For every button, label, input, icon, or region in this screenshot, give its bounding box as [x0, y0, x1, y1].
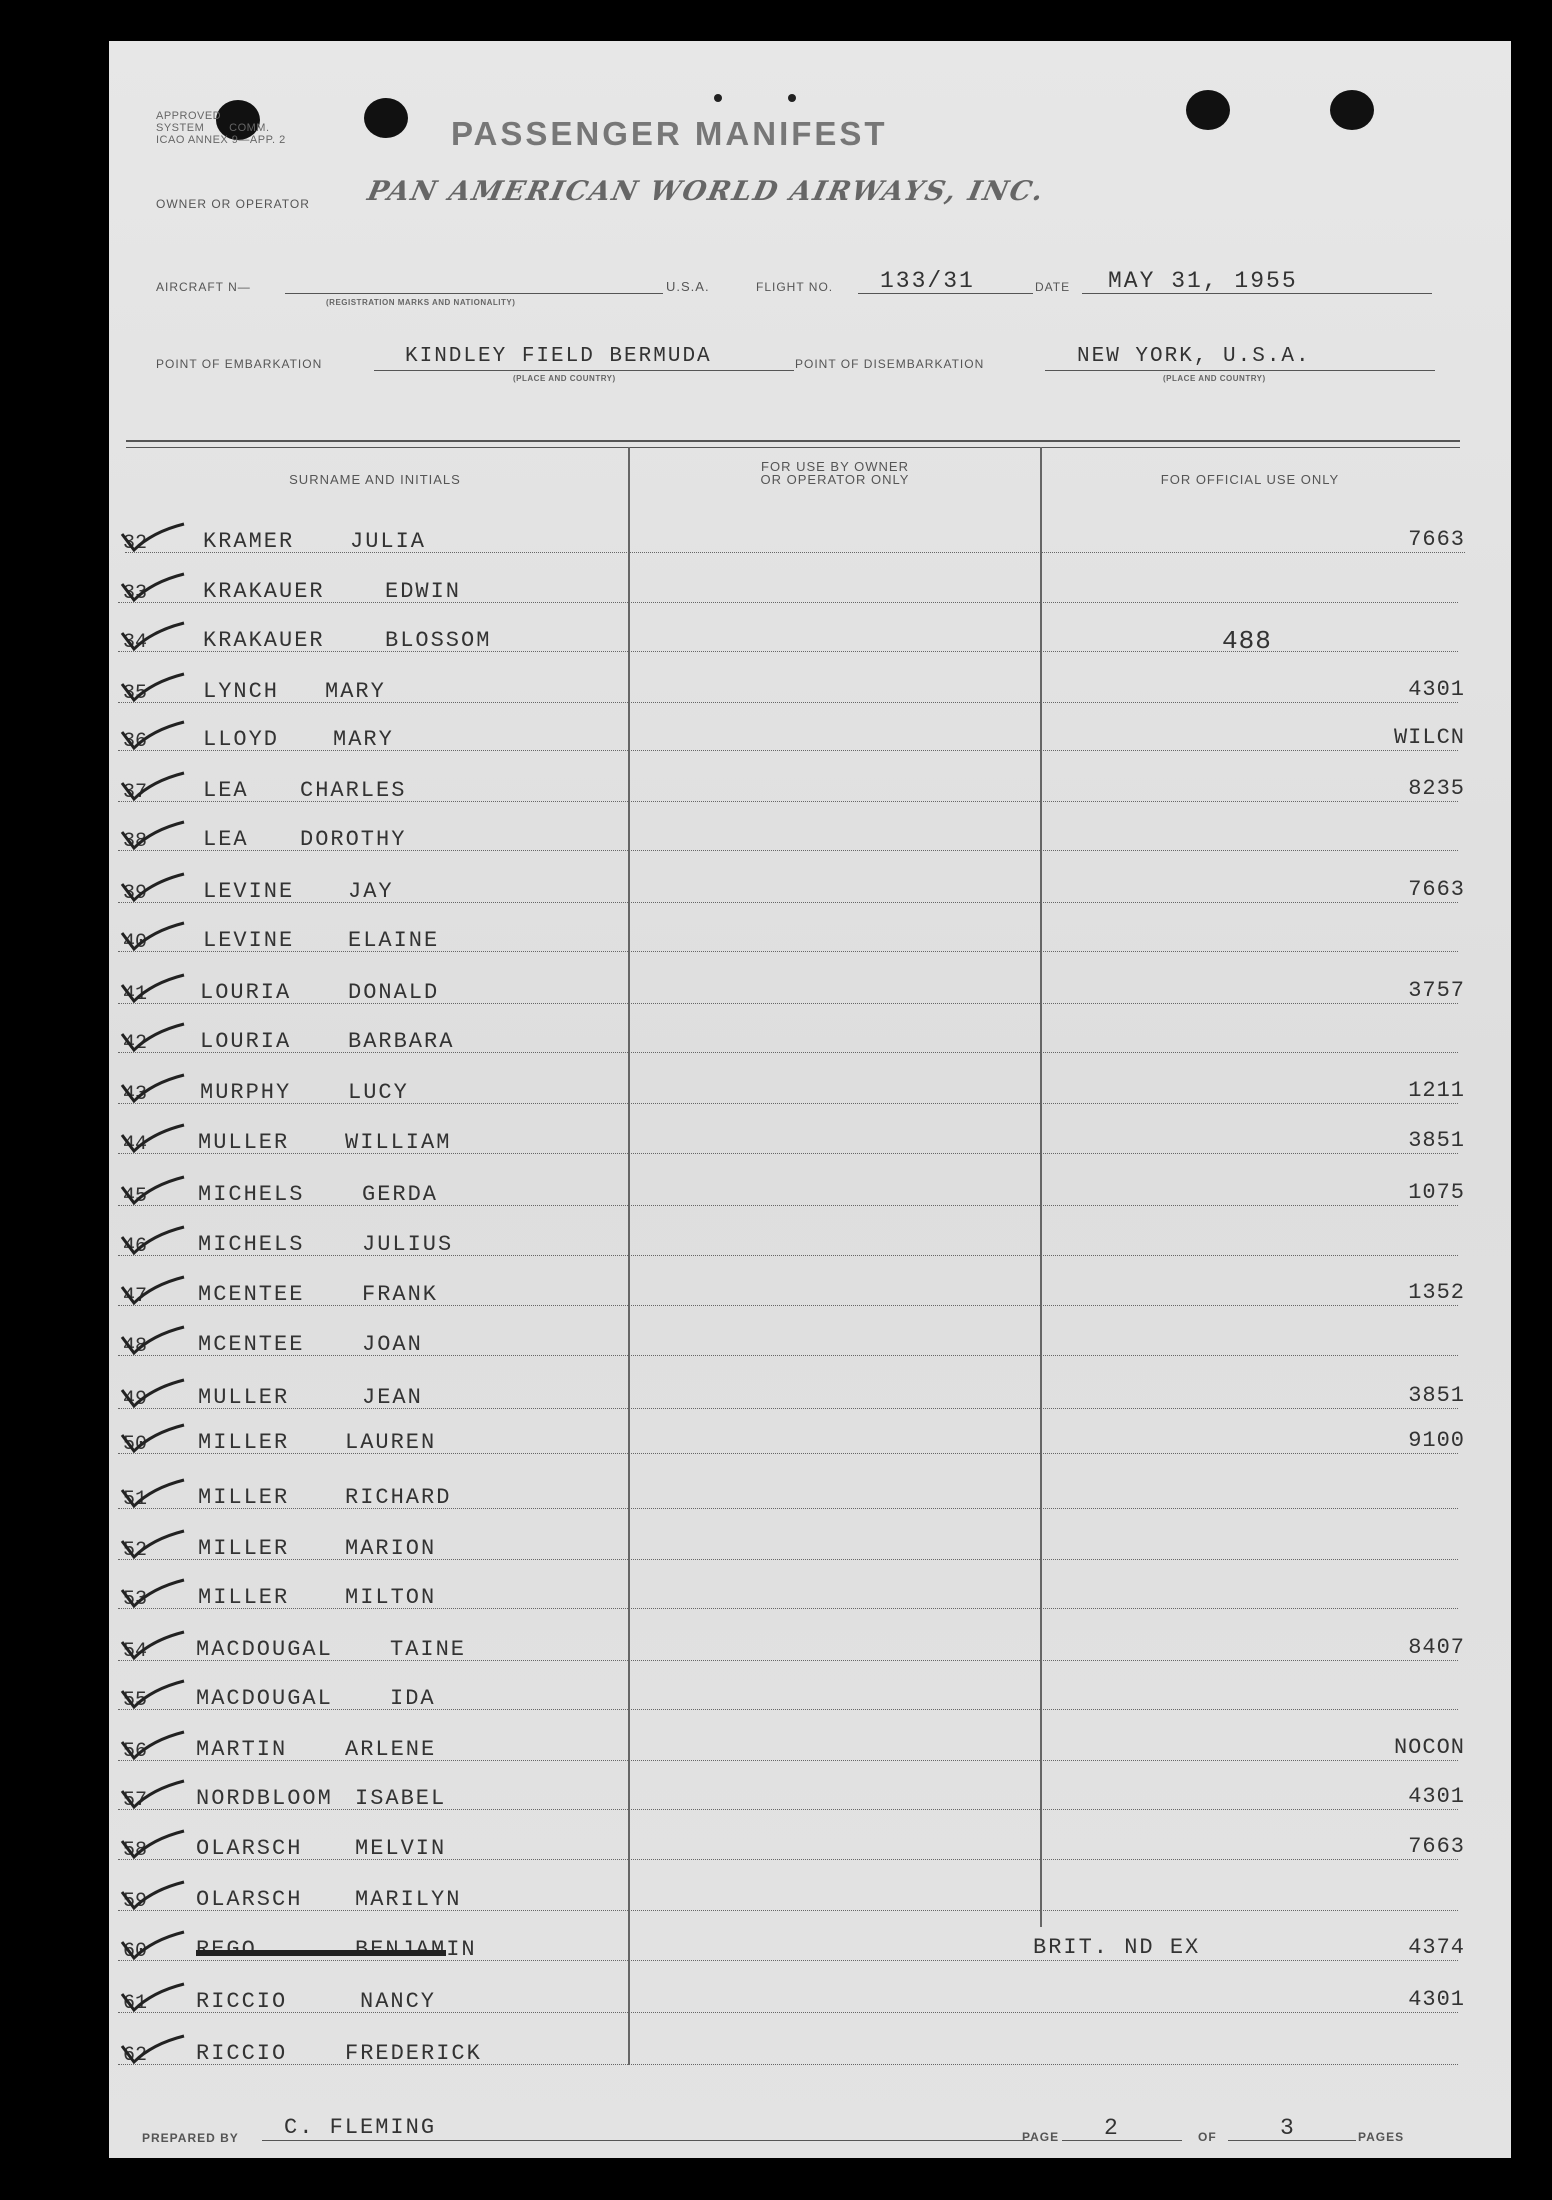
passenger-given-name: LAUREN — [345, 1430, 437, 1455]
date-underline — [1082, 293, 1432, 294]
row-rule — [118, 1859, 1458, 1860]
passenger-given-name: MARION — [345, 1536, 437, 1561]
passenger-surname: LLOYD — [203, 727, 280, 752]
page-number: 2 — [1104, 2115, 1120, 2141]
dot-mark-icon — [788, 94, 796, 102]
check-mark-icon — [118, 973, 186, 1003]
page-underline — [1062, 2140, 1182, 2141]
check-mark-icon — [118, 1123, 186, 1153]
row-rule — [118, 1559, 1458, 1560]
passenger-surname: MILLER — [198, 1430, 290, 1455]
row-rule — [118, 2012, 1458, 2013]
nationality-note: BRIT. ND EX — [1033, 1935, 1201, 1960]
page-label: PAGE — [1022, 2130, 1060, 2144]
column-divider-1 — [628, 447, 630, 2065]
punch-hole-icon — [1330, 90, 1374, 130]
row-rule — [118, 1153, 1458, 1154]
date-label: DATE — [1035, 280, 1071, 294]
row-rule — [118, 1508, 1458, 1509]
registration-note: (REGISTRATION MARKS AND NATIONALITY) — [326, 298, 516, 307]
passenger-given-name: ARLENE — [345, 1737, 437, 1762]
row-number: 39 — [123, 882, 148, 905]
row-number: 41 — [123, 983, 148, 1006]
passenger-surname: NORDBLOOM — [196, 1786, 333, 1811]
passenger-given-name: JOAN — [362, 1332, 423, 1357]
check-mark-icon — [118, 1275, 186, 1305]
owner-use-line-1: FOR USE BY OWNER — [761, 459, 909, 474]
row-rule — [118, 1809, 1458, 1810]
passenger-given-name: MARY — [333, 727, 394, 752]
check-mark-icon — [118, 1630, 186, 1660]
row-number: 47 — [123, 1285, 148, 1308]
check-mark-icon — [118, 1578, 186, 1608]
check-mark-icon — [118, 1478, 186, 1508]
row-number: 42 — [123, 1032, 148, 1055]
passenger-given-name: JULIA — [350, 529, 427, 554]
prepared-underline — [262, 2140, 1032, 2141]
row-number: 53 — [123, 1588, 148, 1611]
official-use-value: 4374 — [1408, 1935, 1465, 1960]
check-mark-icon — [118, 1779, 186, 1809]
approval-line-2: SYSTEM COMM. — [156, 122, 270, 134]
passenger-given-name: NANCY — [360, 1989, 437, 2014]
check-mark-icon — [118, 522, 186, 552]
row-number: 32 — [123, 532, 148, 555]
passenger-surname: KRAMER — [203, 529, 295, 554]
row-rule — [118, 1205, 1458, 1206]
check-mark-icon — [118, 1378, 186, 1408]
row-rule — [118, 1408, 1458, 1409]
check-mark-icon — [118, 771, 186, 801]
passenger-surname: LEVINE — [203, 879, 295, 904]
passenger-given-name: DOROTHY — [300, 827, 407, 852]
official-use-value: 1211 — [1408, 1078, 1465, 1103]
check-mark-icon — [118, 1829, 186, 1859]
row-rule — [118, 602, 1458, 603]
official-use-value: 4301 — [1408, 1784, 1465, 1809]
passenger-surname: MILLER — [198, 1536, 290, 1561]
official-use-value: 1075 — [1408, 1180, 1465, 1205]
passenger-surname: LEA — [203, 778, 249, 803]
passenger-given-name: MELVIN — [355, 1836, 447, 1861]
row-number: 38 — [123, 830, 148, 853]
passenger-surname: MICHELS — [198, 1182, 305, 1207]
prepared-label: PREPARED BY — [142, 2131, 239, 2145]
flight-date: MAY 31, 1955 — [1108, 268, 1298, 294]
official-use-value: 7663 — [1408, 1834, 1465, 1859]
official-use-value: 7663 — [1408, 877, 1465, 902]
passenger-surname: KRAKAUER — [203, 579, 325, 604]
passenger-surname: LOURIA — [200, 1029, 292, 1054]
passenger-surname: MURPHY — [200, 1080, 292, 1105]
check-mark-icon — [118, 572, 186, 602]
check-mark-icon — [118, 820, 186, 850]
owner-use-column-header — [640, 460, 1030, 486]
passenger-given-name: FRANK — [362, 1282, 439, 1307]
passenger-surname: KRAKAUER — [203, 628, 325, 653]
row-number: 45 — [123, 1185, 148, 1208]
official-use-value: 4301 — [1408, 677, 1465, 702]
row-rule — [118, 1608, 1458, 1609]
table-top-rule — [126, 440, 1460, 442]
row-number: 34 — [123, 631, 148, 654]
check-mark-icon — [118, 1982, 186, 2012]
row-rule — [118, 902, 1458, 903]
official-use-value: WILCN — [1393, 725, 1465, 750]
passenger-given-name: JAY — [348, 879, 394, 904]
disembarkation-value: NEW YORK, U.S.A. — [1077, 345, 1311, 368]
check-mark-icon — [118, 672, 186, 702]
passenger-given-name: DONALD — [348, 980, 440, 1005]
row-rule — [118, 1910, 1458, 1911]
check-mark-icon — [118, 1423, 186, 1453]
usa-label: U.S.A. — [666, 279, 710, 294]
row-rule — [118, 2064, 1458, 2065]
passenger-given-name: MARILYN — [355, 1887, 462, 1912]
passenger-given-name: JEAN — [362, 1385, 423, 1410]
row-rule — [118, 1305, 1458, 1306]
disembarkation-label: POINT OF DISEMBARKATION — [795, 357, 985, 371]
passenger-surname: REGO — [196, 1937, 257, 1962]
passenger-surname: LOURIA — [200, 980, 292, 1005]
passenger-surname: OLARSCH — [196, 1836, 303, 1861]
passenger-given-name: BLOSSOM — [385, 628, 492, 653]
row-number: 46 — [123, 1235, 148, 1258]
flight-label: FLIGHT NO. — [756, 280, 834, 294]
surname-column-header: SURNAME AND INITIALS — [289, 472, 461, 487]
check-mark-icon — [118, 1175, 186, 1205]
row-rule — [118, 951, 1458, 952]
punch-hole-icon — [1186, 90, 1230, 130]
row-number: 57 — [123, 1789, 148, 1812]
row-rule — [118, 1960, 1458, 1961]
row-number: 61 — [123, 1992, 148, 2015]
official-use-column-header: FOR OFFICIAL USE ONLY — [1160, 472, 1340, 487]
passenger-given-name: JULIUS — [362, 1232, 454, 1257]
passenger-given-name: WILLIAM — [345, 1130, 452, 1155]
passenger-given-name: MARY — [325, 679, 386, 704]
embarkation-value: KINDLEY FIELD BERMUDA — [405, 345, 712, 368]
check-mark-icon — [118, 1073, 186, 1103]
approval-line-3: ICAO ANNEX 9—APP. 2 — [156, 134, 286, 146]
passenger-surname: RICCIO — [196, 1989, 288, 2014]
row-number: 51 — [123, 1488, 148, 1511]
punch-hole-icon — [364, 98, 408, 138]
row-number: 37 — [123, 781, 148, 804]
total-pages: 3 — [1280, 2115, 1296, 2141]
row-number: 62 — [123, 2044, 148, 2067]
row-number: 55 — [123, 1689, 148, 1712]
official-use-value: 488 — [1222, 626, 1272, 656]
passenger-given-name: IDA — [390, 1686, 436, 1711]
pages-underline — [1228, 2140, 1356, 2141]
official-use-value: 4301 — [1408, 1987, 1465, 2012]
prepared-by: C. FLEMING — [284, 2115, 437, 2140]
check-mark-icon — [118, 720, 186, 750]
passenger-surname: MACDOUGAL — [196, 1637, 333, 1662]
row-rule — [118, 1660, 1458, 1661]
embarkation-label: POINT OF EMBARKATION — [156, 357, 323, 371]
row-rule — [118, 702, 1458, 703]
row-number: 36 — [123, 730, 148, 753]
flight-number: 133/31 — [880, 268, 975, 294]
row-number: 58 — [123, 1839, 148, 1862]
passenger-surname: MICHELS — [198, 1232, 305, 1257]
official-use-value: 9100 — [1408, 1428, 1465, 1453]
row-rule — [118, 850, 1458, 851]
check-mark-icon — [118, 1529, 186, 1559]
row-rule — [125, 552, 1465, 553]
row-number: 33 — [123, 582, 148, 605]
dot-mark-icon — [714, 94, 722, 102]
row-number: 60 — [123, 1940, 148, 1963]
owner-use-line-2: OR OPERATOR ONLY — [760, 472, 910, 487]
approval-line-1: APPROVED — [156, 110, 222, 122]
check-mark-icon — [118, 921, 186, 951]
passenger-given-name: RICHARD — [345, 1485, 452, 1510]
row-rule — [118, 1103, 1458, 1104]
passenger-given-name: TAINE — [390, 1637, 467, 1662]
passenger-surname: MACDOUGAL — [196, 1686, 333, 1711]
approval-text — [156, 110, 286, 146]
row-rule — [118, 1355, 1458, 1356]
row-rule — [118, 1709, 1458, 1710]
aircraft-label: AIRCRAFT N— — [156, 280, 251, 294]
passenger-given-name: CHARLES — [300, 778, 407, 803]
table-top-rule-2 — [126, 447, 1460, 448]
disembarkation-underline — [1045, 370, 1435, 371]
company-name: PAN AMERICAN WORLD AIRWAYS, INC. — [364, 176, 1048, 207]
row-number: 56 — [123, 1740, 148, 1763]
check-mark-icon — [118, 1022, 186, 1052]
official-use-value: 1352 — [1408, 1280, 1465, 1305]
row-number: 44 — [123, 1133, 148, 1156]
check-mark-icon — [118, 1325, 186, 1355]
official-use-value: NOCON — [1393, 1735, 1465, 1760]
row-number: 50 — [123, 1433, 148, 1456]
row-number: 54 — [123, 1640, 148, 1663]
check-mark-icon — [118, 1730, 186, 1760]
row-number: 48 — [123, 1335, 148, 1358]
check-mark-icon — [118, 1679, 186, 1709]
page-title: PASSENGER MANIFEST — [451, 115, 888, 152]
passenger-surname: OLARSCH — [196, 1887, 303, 1912]
row-number: 49 — [123, 1388, 148, 1411]
embarkation-note: (PLACE AND COUNTRY) — [513, 374, 616, 383]
check-mark-icon — [118, 872, 186, 902]
passenger-surname: MCENTEE — [198, 1282, 305, 1307]
row-number: 43 — [123, 1083, 148, 1106]
row-rule — [118, 651, 1458, 652]
passenger-given-name: ELAINE — [348, 928, 440, 953]
passenger-given-name: BENJAMIN — [355, 1937, 477, 1962]
passenger-surname: MILLER — [198, 1485, 290, 1510]
row-number: 40 — [123, 931, 148, 954]
check-mark-icon — [118, 621, 186, 651]
row-rule — [118, 1255, 1458, 1256]
official-use-value: 3851 — [1408, 1128, 1465, 1153]
passenger-given-name: ISABEL — [355, 1786, 447, 1811]
passenger-surname: MCENTEE — [198, 1332, 305, 1357]
row-rule — [118, 1003, 1458, 1004]
official-use-value: 3757 — [1408, 978, 1465, 1003]
pages-label: PAGES — [1358, 2130, 1405, 2144]
official-use-value: 8407 — [1408, 1635, 1465, 1660]
passenger-given-name: LUCY — [348, 1080, 409, 1105]
check-mark-icon — [118, 1930, 186, 1960]
passenger-surname: MARTIN — [196, 1737, 288, 1762]
check-mark-icon — [118, 1225, 186, 1255]
row-rule — [118, 750, 1458, 751]
passenger-surname: LYNCH — [203, 679, 280, 704]
of-label: OF — [1198, 2130, 1217, 2144]
row-number: 52 — [123, 1539, 148, 1562]
row-rule — [118, 1453, 1458, 1454]
passenger-surname: LEVINE — [203, 928, 295, 953]
column-divider-2 — [1040, 447, 1042, 1927]
row-rule — [118, 1052, 1458, 1053]
row-rule — [118, 801, 1458, 802]
passenger-given-name: MILTON — [345, 1585, 437, 1610]
embarkation-underline — [374, 370, 794, 371]
official-use-value: 8235 — [1408, 776, 1465, 801]
passenger-given-name: BARBARA — [348, 1029, 455, 1054]
row-rule — [118, 1760, 1458, 1761]
passenger-surname: MULLER — [198, 1130, 290, 1155]
check-mark-icon — [118, 2034, 186, 2064]
disembarkation-note: (PLACE AND COUNTRY) — [1163, 374, 1266, 383]
official-use-value: 3851 — [1408, 1383, 1465, 1408]
strikethrough-mark — [196, 1950, 446, 1956]
passenger-given-name: FREDERICK — [345, 2041, 482, 2066]
passenger-surname: MILLER — [198, 1585, 290, 1610]
check-mark-icon — [118, 1880, 186, 1910]
row-number: 35 — [123, 682, 148, 705]
passenger-surname: LEA — [203, 827, 249, 852]
row-number: 59 — [123, 1890, 148, 1913]
passenger-surname: MULLER — [198, 1385, 290, 1410]
owner-label: OWNER OR OPERATOR — [156, 197, 310, 211]
aircraft-underline — [285, 293, 663, 294]
passenger-surname: RICCIO — [196, 2041, 288, 2066]
passenger-given-name: GERDA — [362, 1182, 439, 1207]
flight-underline — [858, 293, 1033, 294]
official-use-value: 7663 — [1408, 527, 1465, 552]
passenger-given-name: EDWIN — [385, 579, 462, 604]
